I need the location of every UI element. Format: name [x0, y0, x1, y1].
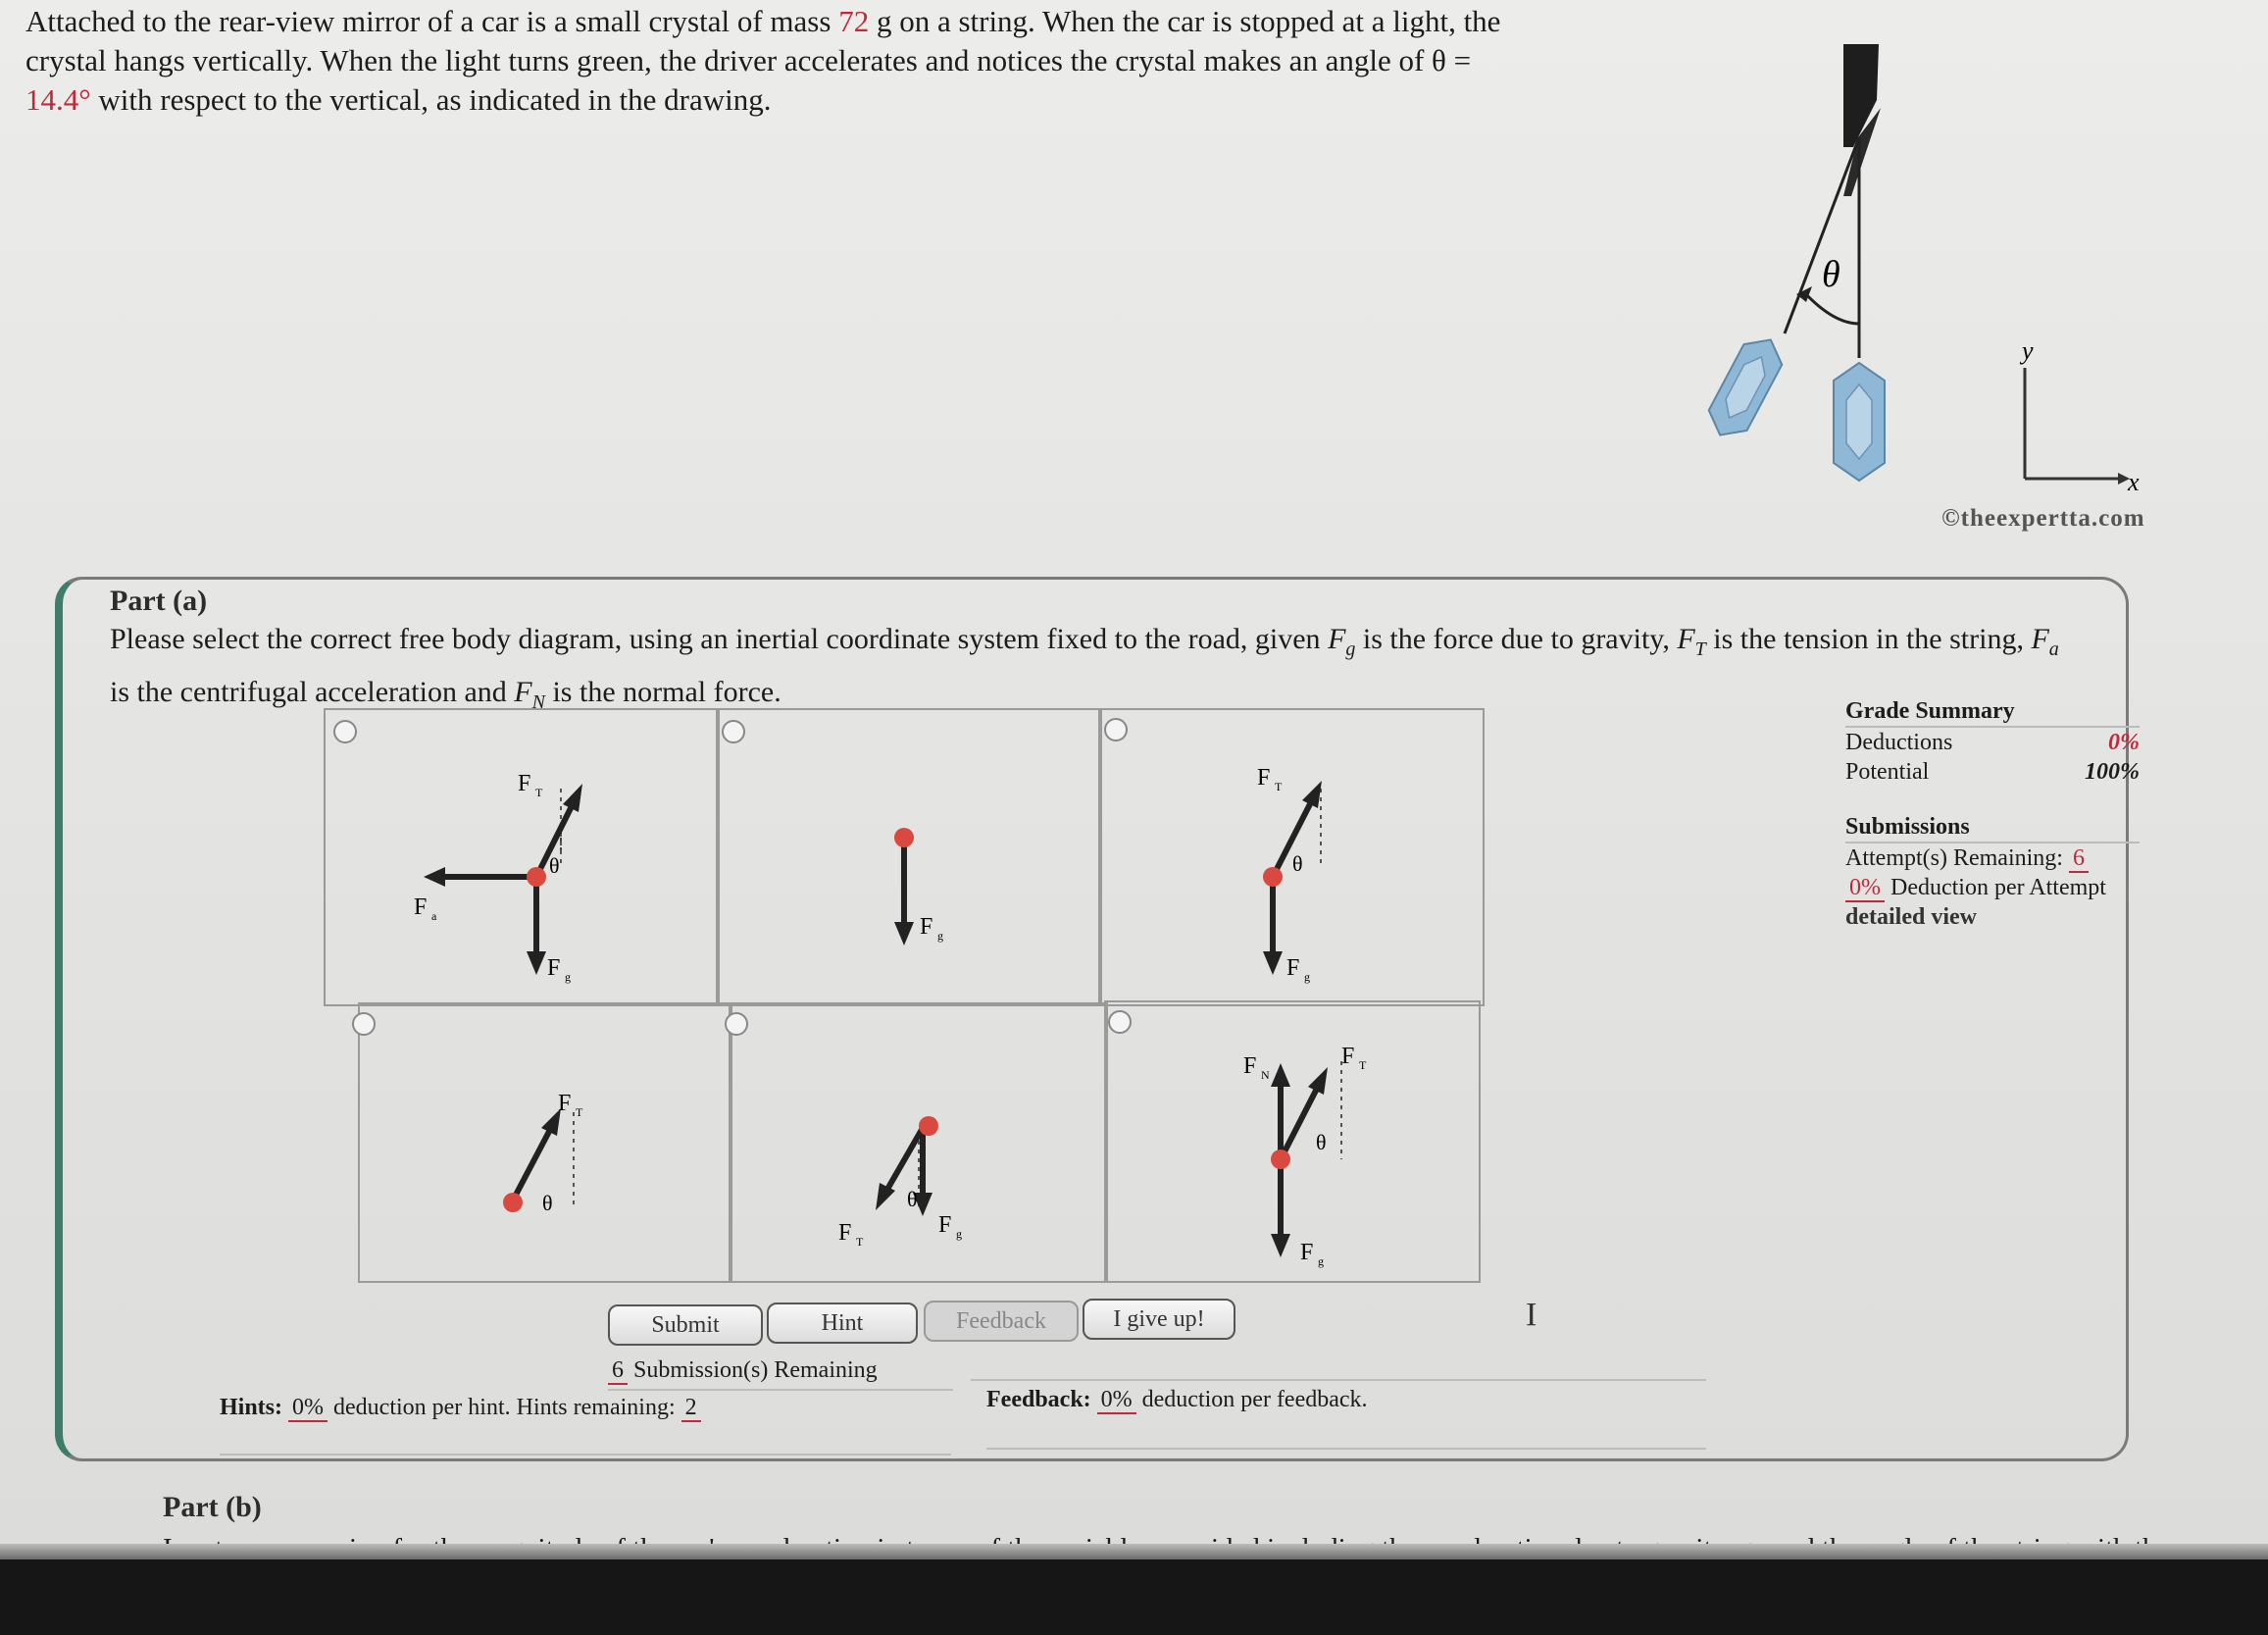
copyright: ©theexpertta.com [1941, 505, 2145, 532]
fbd-diagram-3 [1100, 710, 1483, 1004]
label-theta: θ [1292, 851, 1303, 876]
attempts-value: 6 [2069, 845, 2089, 873]
submissions-remaining-text: Submission(s) Remaining [628, 1357, 878, 1383]
deductions-row [1845, 728, 2140, 757]
angle-value: 14.4° [25, 82, 91, 117]
label-ft-sub: T [535, 786, 543, 799]
label-ft-sub: T [1275, 780, 1283, 793]
part-b-title: Part (b) [163, 1491, 262, 1523]
feedback-info [986, 1387, 1368, 1413]
fbd-choice-5[interactable] [729, 1002, 1108, 1283]
fbd-choice-3[interactable] [1098, 708, 1485, 1006]
prompt-text: is the tension in the string, [1705, 623, 2032, 655]
divider [986, 1448, 1706, 1450]
submissions-remaining [608, 1357, 878, 1384]
part-a-prompt: Please select the correct free body diagram, using an inertial coordinate system fixed to the road, given $F_g$ is the force due to gravity, $F_T$ is the tension in the string, $F_a$ is the centrifugal acceleration and $F_N$ is the normal force. [110, 623, 2059, 713]
fbd-diagram-4 [360, 1004, 731, 1281]
fbd-choices-grid [324, 708, 1481, 1277]
potential-value: 100% [2085, 759, 2140, 785]
label-fn: F [1243, 1053, 1257, 1079]
label-fg-sub: g [565, 970, 571, 984]
label-fg: F [1286, 955, 1300, 981]
fbd-diagram-6 [1106, 1002, 1479, 1281]
fbd-diagram-5 [731, 1004, 1106, 1281]
label-ft: F [1341, 1044, 1355, 1069]
give-up-button[interactable]: I give up! [1083, 1299, 1235, 1340]
label-ft: F [838, 1220, 852, 1246]
attempt-deduction-value: 0% [1845, 875, 1885, 902]
label-ft-sub: T [576, 1105, 583, 1119]
hints-text: deduction per hint. Hints remaining: [328, 1395, 681, 1420]
label-theta: θ [549, 853, 560, 878]
theta-label: θ [1822, 254, 1840, 295]
deductions-value: 0% [2108, 730, 2140, 755]
label-fa-sub: a [431, 909, 437, 923]
problem-statement [25, 2, 1536, 120]
label-fg: F [547, 955, 561, 981]
attempts-label: Attempt(s) Remaining: [1845, 845, 2069, 871]
divider [608, 1389, 953, 1391]
attempt-deduction-label: Deduction per Attempt [1885, 875, 2106, 900]
potential-row [1845, 757, 2140, 787]
label-ft: F [518, 771, 531, 796]
problem-figure [1687, 29, 2216, 539]
axis-x-label: x [2128, 468, 2140, 496]
deductions-label: Deductions [1845, 730, 1953, 755]
prompt-text: is the centrifugal acceleration and [110, 676, 515, 708]
part-a-title: Part (a) [110, 585, 208, 617]
label-fg-sub: g [1304, 970, 1310, 984]
submissions-title: Submissions [1845, 812, 2140, 843]
detailed-view-link[interactable]: detailed view [1845, 904, 1977, 930]
fbd-choice-1[interactable] [324, 708, 720, 1006]
feedback-button[interactable]: Feedback [924, 1301, 1079, 1342]
hints-info [220, 1395, 701, 1421]
label-ft-sub: T [1359, 1058, 1367, 1072]
label-theta: θ [542, 1191, 553, 1215]
prompt-text: is the normal force. [544, 676, 781, 708]
feedback-deduction: 0% [1097, 1387, 1136, 1414]
monitor-edge [0, 1544, 2268, 1559]
fbd-diagram-2 [718, 710, 1100, 1004]
label-ft: F [558, 1091, 572, 1116]
text-cursor-icon: Ι [1526, 1297, 1537, 1333]
problem-text-3: with respect to the vertical, as indicated in the drawing. [90, 82, 772, 117]
axis-y-label: y [2022, 336, 2034, 365]
fbd-choice-4[interactable] [358, 1002, 732, 1283]
label-fg: F [1300, 1240, 1314, 1265]
grade-summary-title: Grade Summary [1845, 696, 2140, 728]
label-theta: θ [1316, 1130, 1327, 1154]
problem-text-1: Attached to the rear-view mirror of a car is a small crystal of mass [25, 4, 839, 38]
mass-value: 72 [838, 4, 870, 38]
label-fn-sub: N [1261, 1068, 1270, 1082]
label-theta: θ [907, 1187, 918, 1211]
label-fg-sub: g [956, 1227, 962, 1241]
fbd-diagram-1 [326, 710, 718, 1004]
grade-summary [1845, 696, 2140, 787]
label-fg: F [920, 914, 933, 940]
feedback-label: Feedback: [986, 1387, 1091, 1412]
problem-text-2: g on a string. When the car is stopped at a light, the crystal hangs vertically. When the light turns green, the driver accelerates and notices the crystal makes an angle of θ = [25, 4, 1501, 77]
hints-deduction: 0% [288, 1395, 328, 1422]
hints-label: Hints: [220, 1395, 283, 1420]
submit-button[interactable]: Submit [608, 1304, 763, 1346]
hint-button[interactable]: Hint [767, 1303, 918, 1344]
monitor-bezel [0, 1559, 2268, 1635]
divider [220, 1454, 951, 1456]
potential-label: Potential [1845, 759, 1930, 785]
submissions-remaining-count: 6 [608, 1357, 628, 1385]
fbd-choice-6[interactable] [1104, 1000, 1481, 1283]
label-fg: F [938, 1212, 952, 1238]
label-fg-sub: g [937, 929, 943, 943]
hints-remaining: 2 [681, 1395, 701, 1422]
mirror-mount [1843, 44, 1879, 147]
mirror-crystal-drawing [1687, 29, 2216, 520]
prompt-text: is the force due to gravity, [1355, 623, 1678, 655]
divider [971, 1379, 1706, 1381]
submissions-panel [1845, 812, 2140, 932]
prompt-text: Please select the correct free body diagram, using an inertial coordinate system fixed to the road, given [110, 623, 1329, 655]
attempts-remaining [1845, 843, 2140, 873]
label-ft: F [1257, 765, 1271, 791]
label-fa: F [414, 894, 428, 920]
fbd-choice-2[interactable] [716, 708, 1102, 1006]
feedback-text: deduction per feedback. [1141, 1387, 1368, 1412]
label-fg-sub: g [1318, 1254, 1324, 1268]
label-ft-sub: T [856, 1235, 864, 1249]
deduction-per-attempt [1845, 873, 2140, 902]
